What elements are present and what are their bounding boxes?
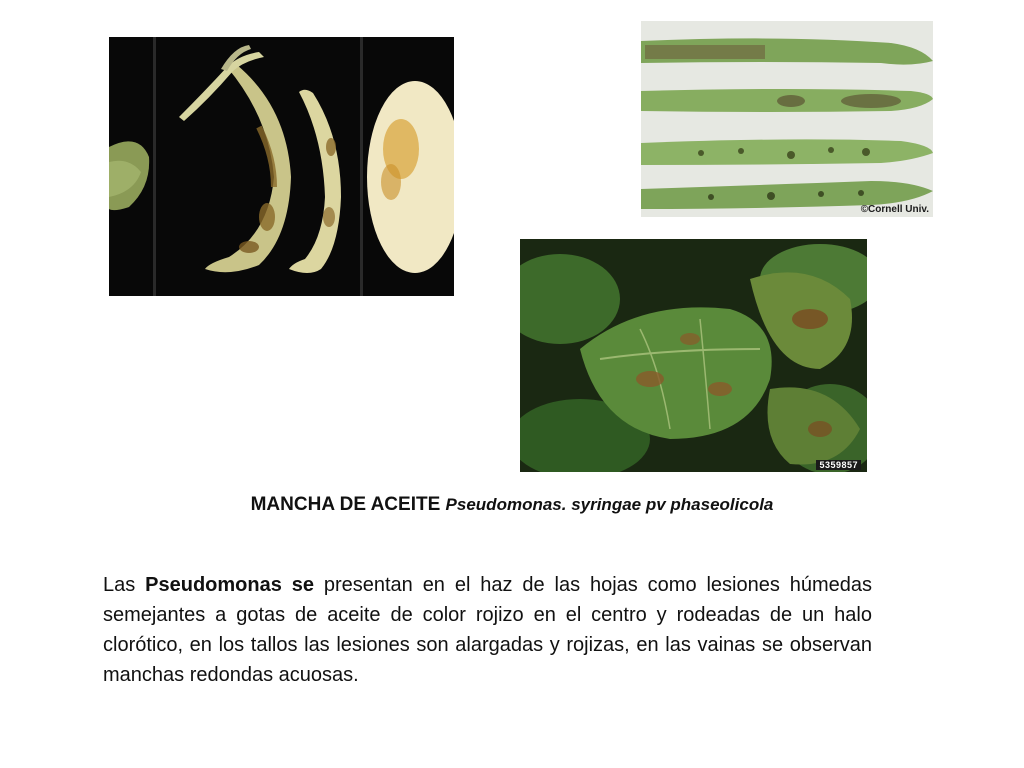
green-pods-photo	[641, 21, 933, 217]
cornell-watermark: ©Cornell Univ.	[860, 204, 929, 215]
description-bold: Pseudomonas se	[145, 574, 314, 596]
description-part-1: Las	[103, 574, 146, 596]
caption-title: MANCHA DE ACEITE	[250, 494, 446, 515]
green-pods-illustration	[641, 21, 933, 217]
pods-illustration	[109, 37, 454, 296]
description-part-2: presentan en el haz de las hojas como lesiones húmedas semejantes a gotas de aceite de color rojizo en el centro y rodeadas de un halo clorótico, en los tallos las lesiones son alargadas y rojizas, en las vainas se observan manchas redondas acuosas.	[103, 574, 872, 686]
pods-photo	[109, 37, 454, 296]
caption-species: Pseudomonas. syringae pv phaseolicola	[445, 495, 774, 514]
description-paragraph	[103, 570, 872, 690]
leaves-photo	[520, 239, 867, 472]
slide-caption	[0, 494, 1024, 516]
leaves-illustration	[520, 239, 867, 472]
image-id-watermark: 5359857	[816, 460, 861, 470]
